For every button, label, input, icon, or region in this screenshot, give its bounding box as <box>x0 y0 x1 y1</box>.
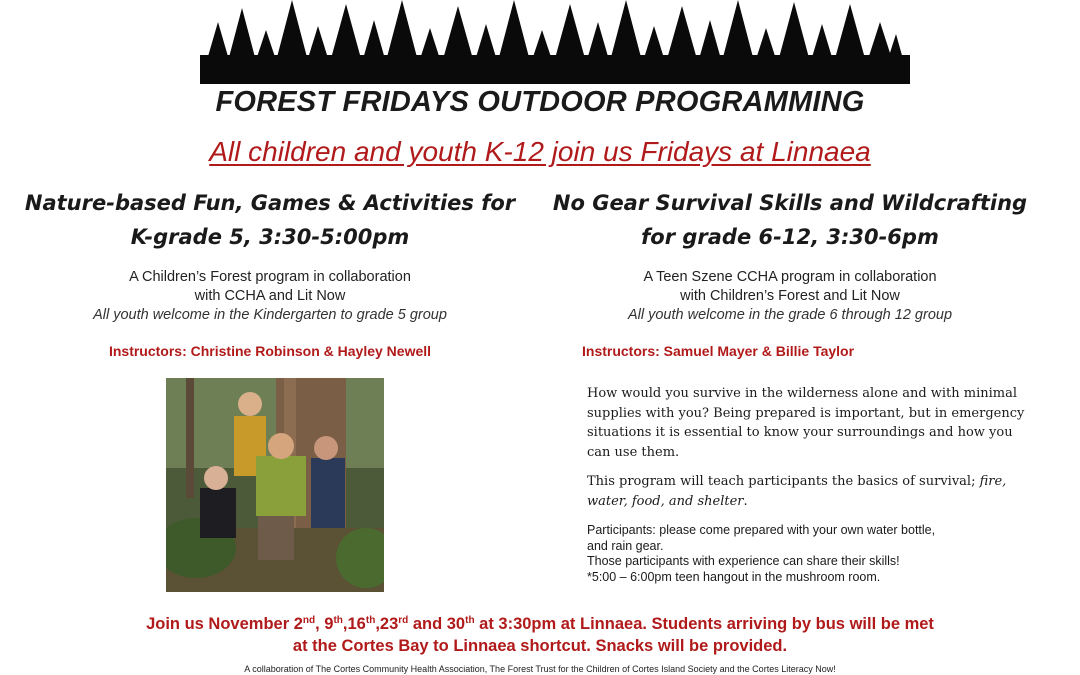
join-text-1: Join us November 2 <box>146 615 303 633</box>
tree-line-banner-icon <box>200 0 910 84</box>
survival-basics-paragraph <box>587 472 1037 511</box>
survival-description <box>587 384 1037 585</box>
survival-basics-text: This program will teach participants the basics of survival; <box>587 474 980 489</box>
collaboration-footer: A collaboration of The Cortes Community Health Association, The Forest Trust for the Children of Cortes Island Society and the Cortes Literacy Now! <box>244 664 836 674</box>
page-subtitle <box>0 136 1080 168</box>
page-title: FOREST FRIDAYS OUTDOOR PROGRAMMING <box>215 86 865 118</box>
left-program-column <box>20 186 520 359</box>
right-collab-line2: with Children’s Forest and Lit Now <box>680 288 900 304</box>
left-collab-line2: with CCHA and Lit Now <box>194 288 346 304</box>
join-sup-2: th <box>333 615 343 626</box>
right-program-heading-line2: for grade 6-12, 3:30-6pm <box>641 225 939 249</box>
children-in-forest-photo <box>166 378 384 592</box>
join-line-2: at the Cortes Bay to Linnaea shortcut. Snacks will be provided. <box>292 637 788 655</box>
join-text-5: and 30 <box>408 615 466 633</box>
left-program-heading-line1: Nature-based Fun, Games & Activities for <box>24 191 516 215</box>
participant-instructions <box>587 523 1037 585</box>
join-us-notice <box>0 610 1080 657</box>
join-line-1 <box>0 610 1080 635</box>
right-program-heading-line1: No Gear Survival Skills and Wildcrafting <box>552 191 1028 215</box>
join-text-3: ,16 <box>342 615 366 633</box>
right-program-column <box>540 186 1040 359</box>
left-collab-line1: A Children’s Forest program in collaboration <box>129 269 411 285</box>
survival-basics-end: . <box>743 493 748 509</box>
left-welcome-note: All youth welcome in the Kindergarten to grade 5 group <box>93 307 447 323</box>
prep-line-3: Those participants with experience can share their skills! <box>587 554 900 568</box>
right-instructors: Instructors: Samuel Mayer & Billie Taylor <box>582 343 855 359</box>
join-sup-1: nd <box>302 615 316 626</box>
join-sup-5: th <box>465 615 475 626</box>
join-text-6: at 3:30pm at Linnaea. Students arriving by bus will be met <box>474 615 934 633</box>
prep-line-4: *5:00 – 6:00pm teen hangout in the mushroom room. <box>587 569 881 584</box>
left-program-heading-line2: K-grade 5, 3:30-5:00pm <box>130 225 410 249</box>
right-collab-line1: A Teen Szene CCHA program in collaboration <box>643 269 937 285</box>
join-text-4: ,23 <box>375 615 399 633</box>
right-welcome-note: All youth welcome in the grade 6 through 12 group <box>627 307 953 323</box>
survival-intro-paragraph: How would you survive in the wilderness alone and with minimal supplies with you? Being prepared is important, but in emergency situations it is essential to know your surroundings and how you can use them. <box>587 386 1025 460</box>
survival-basics-list: fire, water, food, and shelter <box>587 474 1007 509</box>
prep-line-2: and rain gear. <box>587 538 664 553</box>
join-sup-3: th <box>365 615 376 626</box>
prep-line-1: Participants: please come prepared with your own water bottle, <box>587 523 936 537</box>
join-sup-4: rd <box>398 615 409 626</box>
page-subtitle-text: All children and youth K-12 join us Fridays at Linnaea <box>209 136 871 167</box>
left-instructors: Instructors: Christine Robinson & Hayley Newell <box>108 343 432 359</box>
join-text-2: , 9 <box>315 615 334 633</box>
